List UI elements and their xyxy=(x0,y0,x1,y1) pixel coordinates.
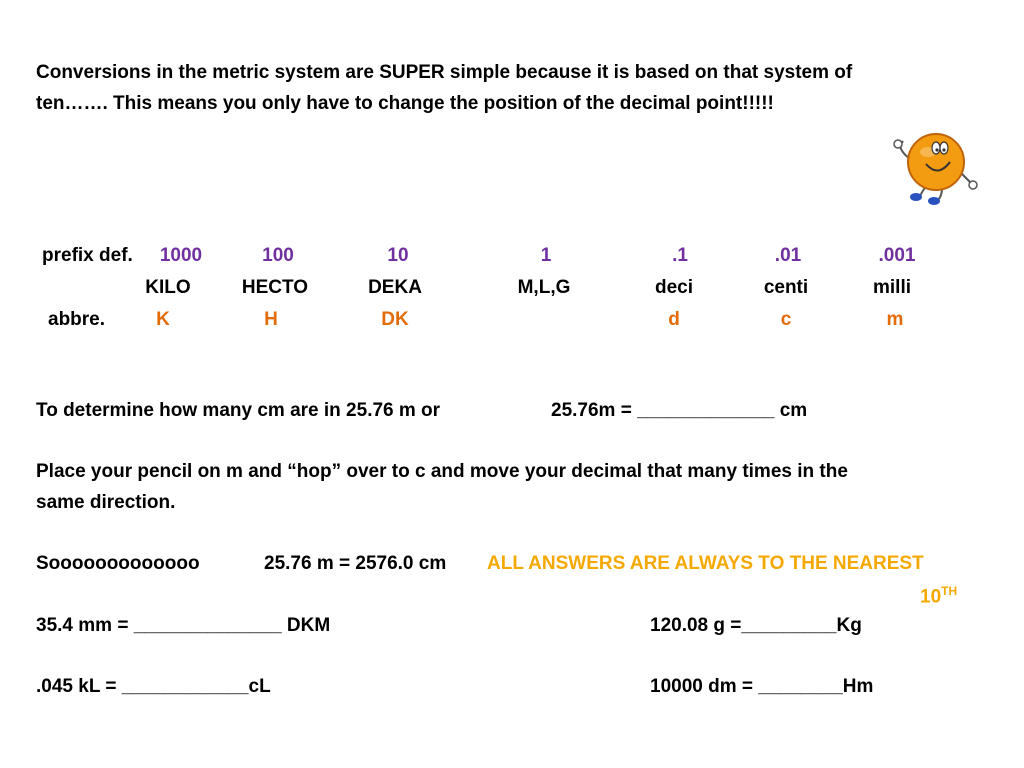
problem-kl-to-cl: .045 kL = ____________cL xyxy=(36,676,271,697)
problem-g-to-kg: 120.08 g =_________Kg xyxy=(650,615,862,636)
orange-smiley-mascot-icon xyxy=(890,126,980,206)
example-equation: 25.76m = _____________ cm xyxy=(551,400,808,421)
answer-lead: Sooooooooooooo xyxy=(36,553,200,574)
prefix-value-base: 1 xyxy=(540,245,552,266)
prefix-abbr-deka: DK xyxy=(381,309,409,330)
prefix-abbr-centi: c xyxy=(780,309,792,330)
prefix-abbr-deci: d xyxy=(668,309,680,330)
prefix-value-deka: 10 xyxy=(387,245,409,266)
example-question: To determine how many cm are in 25.76 m or xyxy=(36,400,441,421)
row-label-abbreviation: abbre. xyxy=(48,309,106,330)
problem-mm-to-dkm: 35.4 mm = ______________ DKM xyxy=(36,615,331,636)
prefix-name-hecto: HECTO xyxy=(241,277,309,298)
answer-rounding-value: 10TH xyxy=(920,584,958,608)
prefix-name-centi: centi xyxy=(763,277,809,298)
instruction-line-1: Place your pencil on m and “hop” over to c and move your decimal that many times in the xyxy=(36,461,848,482)
answer-equation: 25.76 m = 2576.0 cm xyxy=(264,553,447,574)
problem-dm-to-hm: 10000 dm = ________Hm xyxy=(650,676,874,697)
prefix-name-milli: milli xyxy=(872,277,912,298)
prefix-abbr-kilo: K xyxy=(156,309,170,330)
prefix-name-deci: deci xyxy=(654,277,694,298)
prefix-abbr-hecto: H xyxy=(264,309,278,330)
row-label-prefix-def: prefix def. xyxy=(42,245,133,266)
prefix-abbr-milli: m xyxy=(886,309,904,330)
answer-rounding-note: ALL ANSWERS ARE ALWAYS TO THE NEAREST xyxy=(487,553,924,574)
prefix-name-kilo: KILO xyxy=(145,277,191,298)
prefix-name-base: M,L,G xyxy=(517,277,571,298)
prefix-name-deka: DEKA xyxy=(368,277,422,298)
intro-line-2: ten……. This means you only have to change the position of the decimal point!!!!! xyxy=(36,93,774,114)
prefix-value-deci: .1 xyxy=(672,245,688,266)
prefix-value-hecto: 100 xyxy=(262,245,294,266)
prefix-value-kilo: 1000 xyxy=(159,245,203,266)
prefix-value-centi: .01 xyxy=(774,245,802,266)
prefix-value-milli: .001 xyxy=(878,245,916,266)
intro-line-1: Conversions in the metric system are SUPER simple because it is based on that system of xyxy=(36,62,853,83)
instruction-line-2: same direction. xyxy=(36,492,176,513)
